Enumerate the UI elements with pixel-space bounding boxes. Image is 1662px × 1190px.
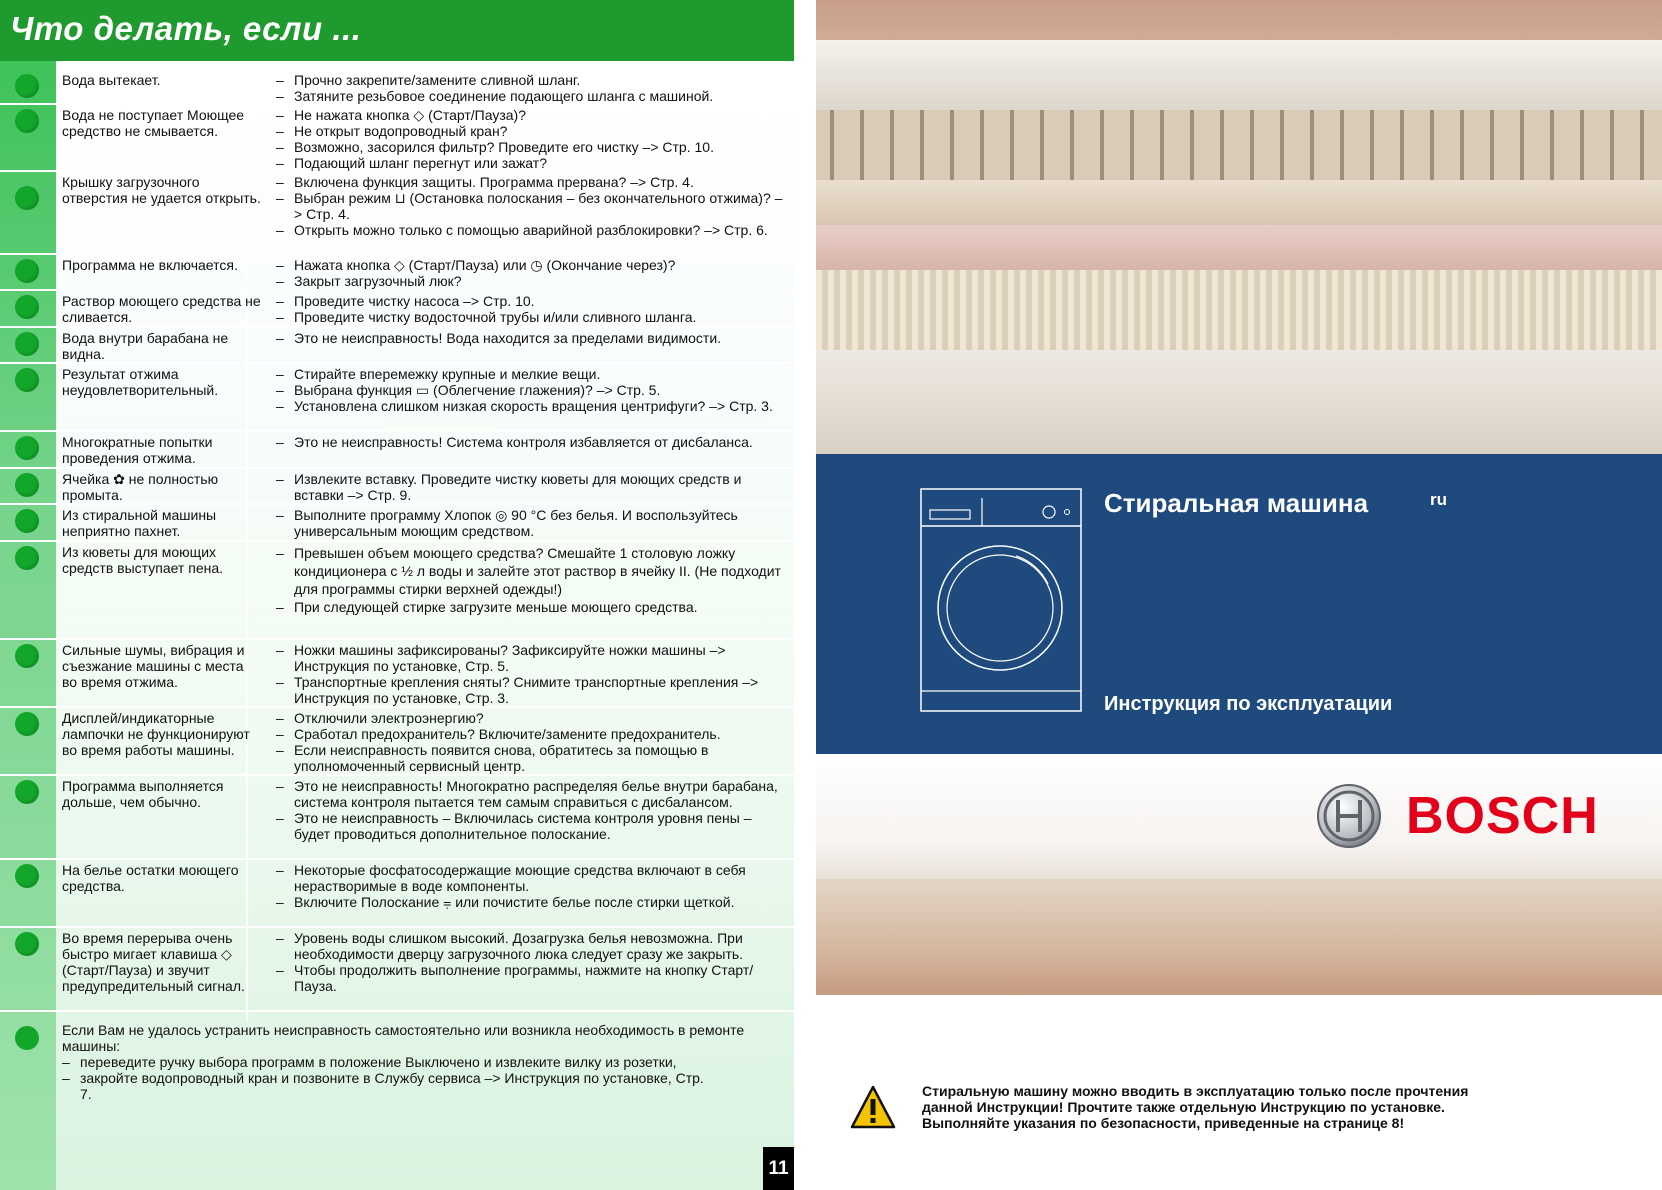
solution-list bbox=[276, 928, 786, 994]
solution-item: – Затяните резьбовое соединение подающего шланга с машиной. bbox=[276, 88, 786, 104]
solution-item: – Чтобы продолжить выполнение программы, нажмите на кнопку Старт/Пауза. bbox=[276, 962, 786, 994]
problem-text: Дисплей/индикаторные лампочки не функционируют во время работы машины. bbox=[62, 710, 250, 758]
problem-text: Вода не поступает Моющее средство не смывается. bbox=[62, 107, 245, 139]
bullet-dot-icon bbox=[15, 473, 39, 497]
solution-item: – Закрыт загрузочный люк? bbox=[276, 273, 786, 289]
solution-item: – Отключили электроэнергию? bbox=[276, 710, 786, 726]
cover-page bbox=[816, 0, 1662, 1190]
solution-item: – Ножки машины зафиксированы? Зафиксируйте ножки машины –> Инструкция по установке, Стр. 5. bbox=[276, 642, 786, 674]
problem-text: Программа не включается. bbox=[62, 257, 238, 273]
service-note-text: Если Вам не удалось устранить неисправность самостоятельно или возникла необходимость в ремонте машины: bbox=[62, 1022, 745, 1054]
towel-white bbox=[816, 40, 1662, 110]
bullet-dot-icon bbox=[15, 1026, 39, 1050]
solution-item: – Возможно, засорился фильтр? Проведите его чистку –> Стр. 10. bbox=[276, 139, 786, 155]
solution-item: – Сработал предохранитель? Включите/замените предохранитель. bbox=[276, 726, 786, 742]
towel-striped bbox=[816, 110, 1662, 180]
service-note bbox=[0, 1022, 794, 1102]
cover-photo bbox=[816, 0, 1662, 995]
solution-item: – Проведите чистку насоса –> Стр. 10. bbox=[276, 293, 786, 309]
table-row bbox=[0, 469, 794, 505]
table-row bbox=[0, 255, 794, 291]
problem-text: Крышку загрузочного отверстия не удается открыть. bbox=[62, 174, 261, 206]
table-row bbox=[0, 364, 794, 432]
troubleshooting-table bbox=[0, 70, 794, 1012]
problem-text: Из стиральной машины неприятно пахнет. bbox=[62, 507, 217, 539]
photo-hands-area bbox=[816, 879, 1662, 995]
table-row bbox=[0, 328, 794, 364]
problem-text: Сильные шумы, вибрация и съезжание машины с места во время отжима. bbox=[62, 642, 245, 690]
solution-item: – Это не неисправность – Включилась система контроля уровня пены – будет проводиться дополнительное полоскание. bbox=[276, 810, 786, 842]
solution-item: – Транспортные крепления сняты? Снимите транспортные крепления –> Инструкция по установке, Стр. 3. bbox=[276, 674, 786, 706]
solution-item: – Подающий шланг перегнут или зажат? bbox=[276, 155, 786, 171]
problem-text: Раствор моющего средства не сливается. bbox=[62, 293, 261, 325]
solution-item: – Извлеките вставку. Проведите чистку кюветы для моющих средств и вставки –> Стр. 9. bbox=[276, 471, 786, 503]
page-title: Что делать, если ... bbox=[10, 10, 362, 47]
solution-item: – Это не неисправность! Система контроля избавляется от дисбаланса. bbox=[276, 434, 786, 450]
solution-item: – Выполните программу Хлопок ◎ 90 °C без белья. И воспользуйтесь универсальным моющим средством. bbox=[276, 507, 786, 539]
problem-text: Вода внутри барабана не видна. bbox=[62, 330, 229, 362]
solution-item: – Уровень воды слишком высокий. Дозагрузка белья невозможна. При необходимости дверцу загрузочного люка следует сразу же закрыть. bbox=[276, 930, 786, 962]
problem-text: Во время перерыва очень быстро мигает клавиша ◇ (Старт/Пауза) и звучит предупредительный сигнал. bbox=[62, 930, 245, 994]
page-number: 11 bbox=[763, 1147, 794, 1190]
solution-list bbox=[276, 70, 786, 104]
table-row bbox=[0, 291, 794, 328]
solution-list bbox=[276, 640, 786, 706]
table-row bbox=[0, 542, 794, 640]
bullet-dot-icon bbox=[15, 186, 39, 210]
bullet-dot-icon bbox=[15, 644, 39, 668]
solution-item: – Это не неисправность! Вода находится за пределами видимости. bbox=[276, 330, 786, 346]
solution-item: – Если неисправность появится снова, обратитесь за помощью в уполномоченный сервисный центр. bbox=[276, 742, 786, 774]
problem-text: На белье остатки моющего средства. bbox=[62, 862, 239, 894]
solution-item: – Включена функция защиты. Программа прервана? –> Стр. 4. bbox=[276, 174, 786, 190]
solution-item: – Выбран режим ⊔ (Остановка полоскания – без окончательного отжима)? –> Стр. 4. bbox=[276, 190, 786, 222]
service-note-item: – закройте водопроводный кран и позвоните в Службу сервиса –> Инструкция по установке, Стр. 7. bbox=[62, 1070, 712, 1102]
bullet-dot-icon bbox=[15, 712, 39, 736]
bullet-dot-icon bbox=[15, 546, 39, 570]
bullet-dot-icon bbox=[15, 436, 39, 460]
warning-icon bbox=[850, 1085, 896, 1129]
solution-list bbox=[276, 469, 786, 503]
bullet-dot-icon bbox=[15, 780, 39, 804]
table-row bbox=[0, 432, 794, 469]
table-row bbox=[0, 860, 794, 928]
solution-list bbox=[276, 291, 786, 325]
solution-item: – Включите Полоскание ⩦ или почистите белье после стирки щеткой. bbox=[276, 894, 786, 910]
towel-pink bbox=[816, 225, 1662, 270]
solution-list bbox=[276, 255, 786, 289]
table-row bbox=[0, 708, 794, 776]
towel-bottom bbox=[816, 350, 1662, 454]
solution-list bbox=[276, 505, 786, 539]
bosch-logo: BOSCH bbox=[1406, 787, 1599, 845]
towel-knit bbox=[816, 270, 1662, 350]
manual-title: Инструкция по эксплуатации bbox=[1104, 693, 1393, 715]
product-title: Стиральная машина bbox=[1104, 488, 1369, 518]
solution-item: – Открыть можно только с помощью аварийной разблокировки? –> Стр. 6. bbox=[276, 222, 786, 238]
solution-item: – Стирайте вперемежку крупные и мелкие вещи. bbox=[276, 366, 786, 382]
language-tag: ru bbox=[1430, 490, 1447, 509]
troubleshooting-page bbox=[0, 0, 794, 1190]
towel-beige bbox=[816, 180, 1662, 225]
solution-item: – Прочно закрепите/замените сливной шланг. bbox=[276, 72, 786, 88]
solution-list bbox=[276, 364, 786, 414]
solution-item: – Это не неисправность! Многократно распределяя белье внутри барабана, система контроля пытается тем самым справиться с дисбалансом. bbox=[276, 778, 786, 810]
solution-item: – При следующей стирке загрузите меньше моющего средства. bbox=[276, 598, 786, 616]
table-row bbox=[0, 505, 794, 542]
problem-text: Из кюветы для моющих средств выступает пена. bbox=[62, 544, 224, 576]
solution-item: – Не открыт водопроводный кран? bbox=[276, 123, 786, 139]
solution-item: – Нажата кнопка ◇ (Старт/Пауза) или ◷ (Окончание через)? bbox=[276, 257, 786, 273]
table-row bbox=[0, 172, 794, 255]
solution-item: – Проведите чистку водосточной трубы и/или сливного шланга. bbox=[276, 309, 786, 325]
solution-item: – Превышен объем моющего средства? Смешайте 1 столовую ложку кондиционера с ½ л воды и залейте этот раствор в ячейку II. (Не подходит для программы стирки верхней одежды!) bbox=[276, 544, 786, 598]
bullet-dot-icon bbox=[15, 864, 39, 888]
washing-machine-icon bbox=[920, 488, 1082, 712]
solution-item: – Не нажата кнопка ◇ (Старт/Пауза)? bbox=[276, 107, 786, 123]
solution-list bbox=[276, 776, 786, 842]
solution-list bbox=[276, 432, 786, 450]
bullet-dot-icon bbox=[15, 259, 39, 283]
solution-list bbox=[276, 708, 786, 774]
solution-list bbox=[276, 328, 786, 346]
bullet-dot-icon bbox=[15, 74, 39, 98]
problem-text: Результат отжима неудовлетворительный. bbox=[62, 366, 219, 398]
header-bar bbox=[0, 0, 794, 61]
warning-text: Стиральную машину можно вводить в эксплуатацию только после прочтения данной Инструкции! Прочтите также отдельную Инструкцию по установке. Выполняйте указания по безопасности, приведенные на странице 8! bbox=[922, 1083, 1469, 1131]
solution-item: – Выбрана функция ▭ (Облегчение глажения)? –> Стр. 5. bbox=[276, 382, 786, 398]
solution-list bbox=[276, 542, 786, 616]
solution-list bbox=[276, 172, 786, 238]
solution-item: – Некоторые фосфатосодержащие моющие средства включают в себя нерастворимые в воде компоненты. bbox=[276, 862, 786, 894]
bullet-dot-icon bbox=[15, 932, 39, 956]
table-row bbox=[0, 928, 794, 1012]
bullet-dot-icon bbox=[15, 295, 39, 319]
table-row bbox=[0, 105, 794, 172]
bullet-dot-icon bbox=[15, 109, 39, 133]
service-note-list bbox=[62, 1054, 712, 1102]
bullet-dot-icon bbox=[15, 509, 39, 533]
table-row bbox=[0, 640, 794, 708]
problem-text: Вода вытекает. bbox=[62, 72, 161, 88]
bosch-armature-icon bbox=[1316, 783, 1382, 849]
bullet-dot-icon bbox=[15, 368, 39, 392]
problem-text: Программа выполняется дольше, чем обычно. bbox=[62, 778, 224, 810]
problem-text: Многократные попытки проведения отжима. bbox=[62, 434, 213, 466]
solution-item: – Установлена слишком низкая скорость вращения центрифуги? –> Стр. 3. bbox=[276, 398, 786, 414]
bullet-dot-icon bbox=[15, 332, 39, 356]
solution-list bbox=[276, 105, 786, 171]
problem-text: Ячейка ✿ не полностью промыта. bbox=[62, 471, 219, 503]
solution-list bbox=[276, 860, 786, 910]
service-note-item: – переведите ручку выбора программ в положение Выключено и извлеките вилку из розетки, bbox=[62, 1054, 712, 1070]
table-row bbox=[0, 70, 794, 105]
table-row bbox=[0, 776, 794, 860]
